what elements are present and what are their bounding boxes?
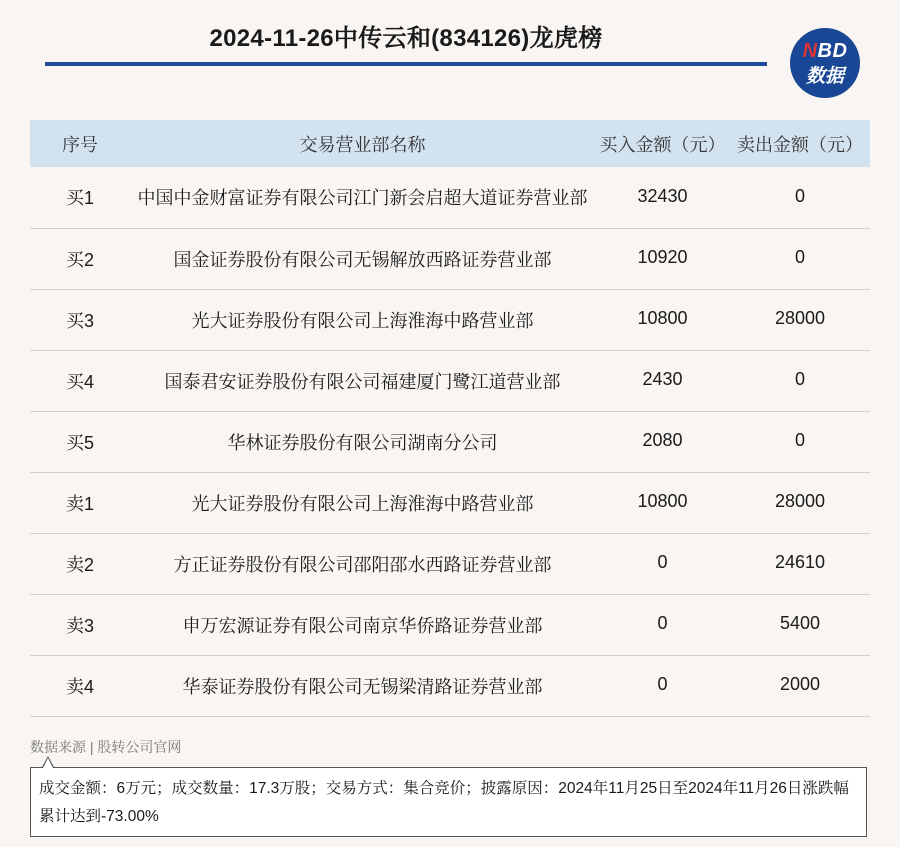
cell-sell: 0 [794,247,805,267]
trade-summary-note: 成交金额：6万元；成交数量：17.3万股；交易方式：集合竞价；披露原因：2024年11月25日至2024年11月26日涨跌幅累计达到-73.00% [30,767,867,837]
cell-sell: 28000 [774,491,826,511]
logo-bd: BD [817,40,848,62]
cell-buy: 0 [657,613,668,633]
cell-name: 光大证券股份有限公司上海淮海中路营业部 [191,310,534,331]
table-row [30,167,870,228]
cell-name: 国泰君安证券股份有限公司福建厦门鹭江道营业部 [164,371,561,392]
col-header-sell: 卖出金额（元） [737,134,863,155]
cell-seq: 买1 [65,188,94,209]
note-pointer-fill [43,758,53,768]
table-row [30,472,870,533]
cell-buy: 10800 [637,491,688,511]
dragon-tiger-table [30,120,870,717]
cell-buy: 10800 [637,308,688,328]
table-row [30,411,870,472]
table-row [30,594,870,655]
cell-buy: 0 [657,674,668,694]
cell-seq: 卖4 [65,676,94,697]
table-header-row [30,120,870,167]
nbd-logo [790,28,860,98]
table-row [30,533,870,594]
logo-n: N [802,40,818,62]
cell-seq: 买2 [65,249,94,270]
cell-name: 国金证券股份有限公司无锡解放西路证券营业部 [173,249,552,270]
cell-buy: 2080 [642,430,683,450]
col-header-seq: 序号 [62,134,98,155]
cell-name: 中国中金财富证券有限公司江门新会启超大道证券营业部 [137,188,588,209]
cell-buy: 0 [657,552,668,572]
cell-seq: 买5 [65,432,94,453]
col-header-name: 交易营业部名称 [299,134,426,155]
table-row [30,350,870,411]
cell-sell: 28000 [774,308,826,328]
cell-name: 方正证券股份有限公司邵阳邵水西路证券营业部 [173,554,552,575]
cell-sell: 0 [794,369,805,389]
col-header-buy: 买入金额（元） [599,134,726,155]
logo-text-bottom: 数据 [805,66,844,87]
cell-name: 申万宏源证券有限公司南京华侨路证券营业部 [182,615,543,636]
cell-seq: 卖2 [65,554,94,575]
table-row [30,655,870,716]
cell-buy: 10920 [637,247,688,267]
cell-name: 光大证券股份有限公司上海淮海中路营业部 [191,493,534,514]
cell-seq: 买4 [65,371,94,392]
cell-sell: 5400 [779,613,821,633]
logo-text-top [790,40,860,63]
cell-buy: 2430 [642,369,683,389]
table-row [30,289,870,350]
cell-seq: 卖3 [65,615,94,636]
table-row [30,228,870,289]
cell-seq: 买3 [65,310,94,331]
cell-sell: 2000 [779,674,821,694]
cell-name: 华林证券股份有限公司湖南分公司 [227,432,498,453]
data-source: 数据来源 | 股转公司官网 [30,739,182,755]
cell-sell: 0 [794,430,805,450]
cell-buy: 32430 [637,185,688,206]
cell-seq: 卖1 [65,493,94,514]
page-title: 2024-11-26中传云和(834126)龙虎榜 [209,25,603,52]
cell-sell: 0 [794,185,805,206]
cell-name: 华泰证券股份有限公司无锡梁清路证券营业部 [182,676,543,697]
cell-sell: 24610 [774,552,826,572]
title-underline [45,62,767,66]
